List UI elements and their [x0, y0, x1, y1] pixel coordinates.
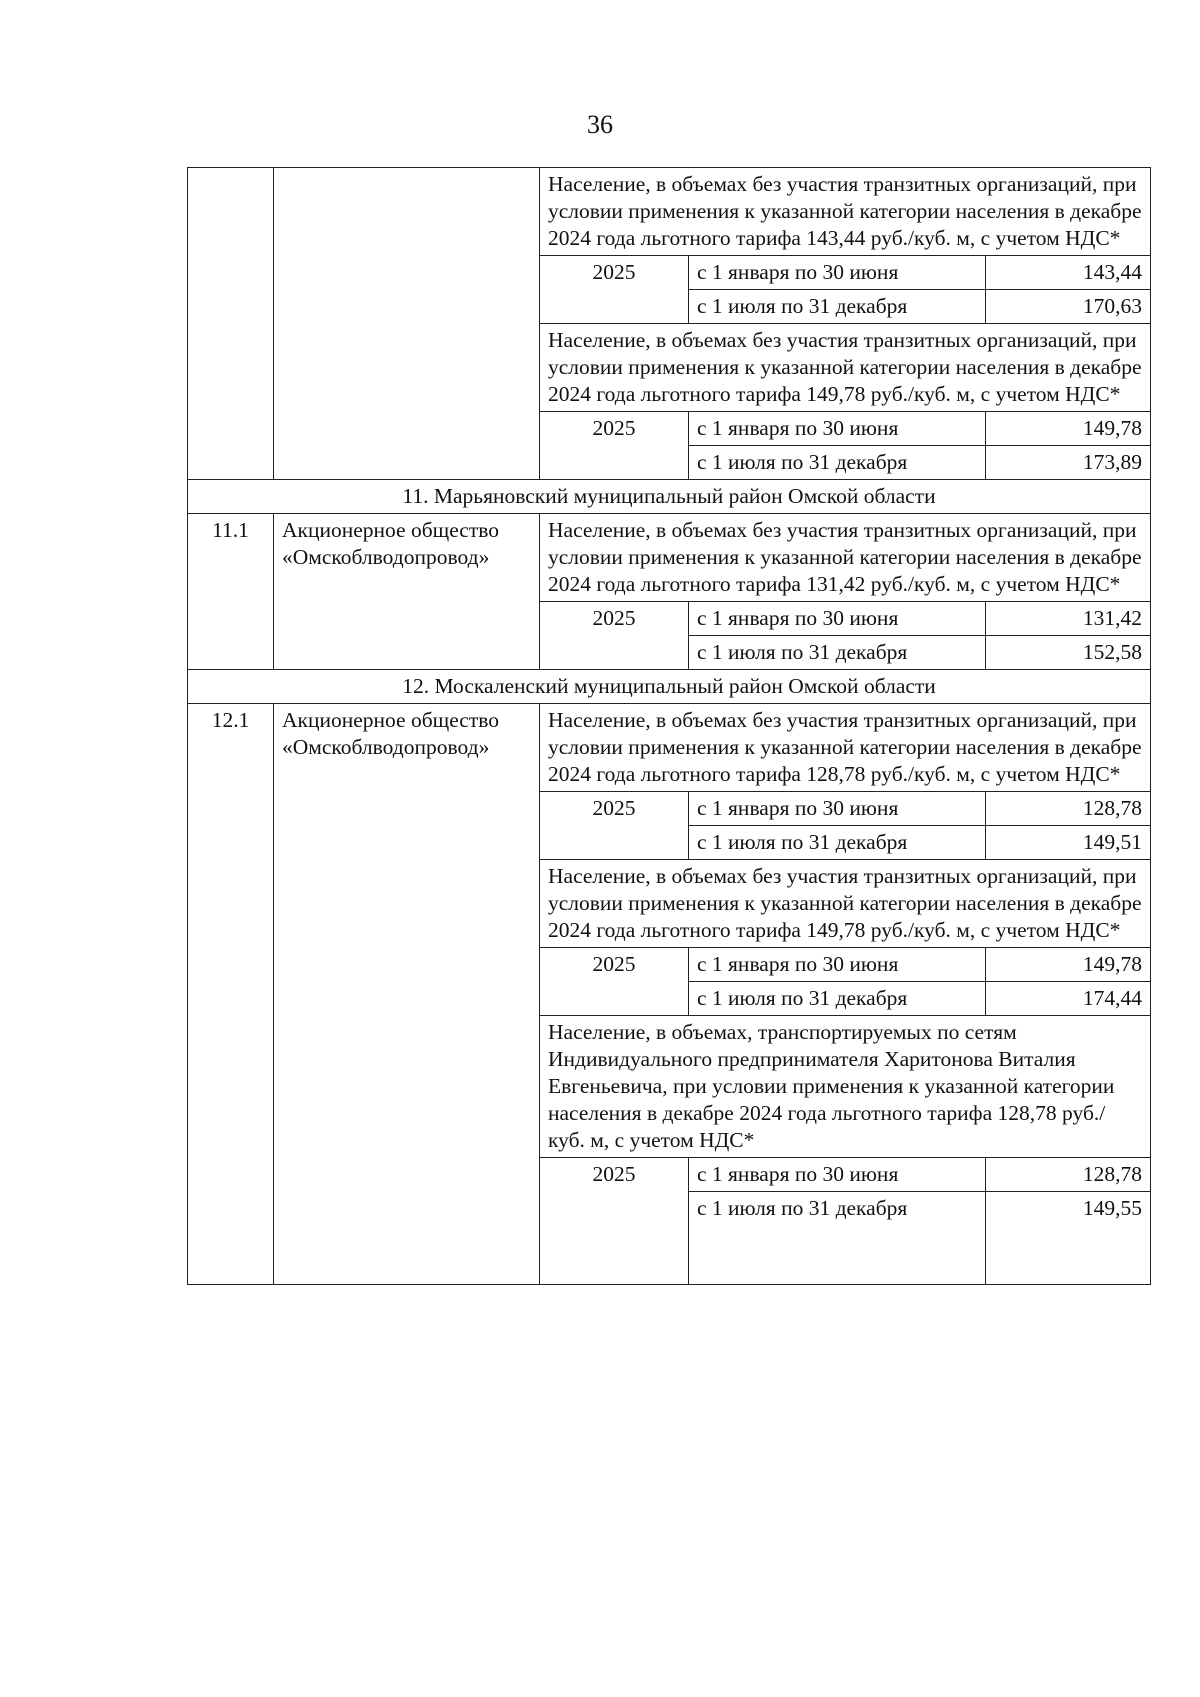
period-label: с 1 января по 30 июня [689, 1158, 986, 1192]
row-number: 11.1 [188, 514, 274, 670]
tariff-value: 143,44 [986, 256, 1151, 290]
section-title: 11. Марьяновский муниципальный район Омской области [188, 480, 1151, 514]
year-cell: 2025 [540, 1158, 689, 1285]
organization-name: Акционерное общество «Омскоблводопровод» [274, 514, 540, 670]
page-number: 36 [587, 110, 613, 139]
tariff-value: 149,55 [986, 1192, 1151, 1285]
category-description: Население, в объемах без участия транзитных организаций, при условии применения к указанной категории населения в декабре 2024 года льготного тарифа 149,78 руб./куб. м, с учетом НДС* [540, 860, 1151, 948]
period-label: с 1 января по 30 июня [689, 792, 986, 826]
period-label: с 1 июля по 31 декабря [689, 290, 986, 324]
period-label: с 1 июля по 31 декабря [689, 982, 986, 1016]
tariff-value: 149,78 [986, 412, 1151, 446]
period-label: с 1 января по 30 июня [689, 256, 986, 290]
year-cell: 2025 [540, 256, 689, 324]
period-label: с 1 июля по 31 декабря [689, 636, 986, 670]
row-number: 12.1 [188, 704, 274, 1285]
year-cell: 2025 [540, 602, 689, 670]
tariff-table [187, 167, 1151, 1285]
year-cell: 2025 [540, 948, 689, 1016]
period-label: с 1 января по 30 июня [689, 948, 986, 982]
period-label: с 1 января по 30 июня [689, 412, 986, 446]
tariff-value: 173,89 [986, 446, 1151, 480]
year-cell: 2025 [540, 412, 689, 480]
section-title: 12. Москаленский муниципальный район Омской области [188, 670, 1151, 704]
tariff-value: 128,78 [986, 792, 1151, 826]
tariff-value: 152,58 [986, 636, 1151, 670]
number-cell-empty [188, 168, 274, 480]
category-description: Население, в объемах без участия транзитных организаций, при условии применения к указанной категории населения в декабре 2024 года льготного тарифа 143,44 руб./куб. м, с учетом НДС* [540, 168, 1151, 256]
tariff-value: 149,51 [986, 826, 1151, 860]
organization-cell-empty [274, 168, 540, 480]
tariff-value: 174,44 [986, 982, 1151, 1016]
year-cell: 2025 [540, 792, 689, 860]
period-label: с 1 июля по 31 декабря [689, 826, 986, 860]
category-description: Население, в объемах без участия транзитных организаций, при условии применения к указанной категории населения в декабре 2024 года льготного тарифа 128,78 руб./куб. м, с учетом НДС* [540, 704, 1151, 792]
organization-name: Акционерное общество «Омскоблводопровод» [274, 704, 540, 1285]
category-description: Население, в объемах, транспортируемых по сетям Индивидуального предпринимателя Харитонова Виталия Евгеньевича, при условии применения к указанной категории населения в декабре 2024 года льготного тарифа 128,78 руб./куб. м, с учетом НДС* [540, 1016, 1151, 1158]
period-label: с 1 июля по 31 декабря [689, 446, 986, 480]
period-label: с 1 июля по 31 декабря [689, 1192, 986, 1285]
tariff-value: 170,63 [986, 290, 1151, 324]
tariff-value: 131,42 [986, 602, 1151, 636]
period-label: с 1 января по 30 июня [689, 602, 986, 636]
category-description: Население, в объемах без участия транзитных организаций, при условии применения к указанной категории населения в декабре 2024 года льготного тарифа 131,42 руб./куб. м, с учетом НДС* [540, 514, 1151, 602]
tariff-value: 149,78 [986, 948, 1151, 982]
tariff-value: 128,78 [986, 1158, 1151, 1192]
category-description: Население, в объемах без участия транзитных организаций, при условии применения к указанной категории населения в декабре 2024 года льготного тарифа 149,78 руб./куб. м, с учетом НДС* [540, 324, 1151, 412]
